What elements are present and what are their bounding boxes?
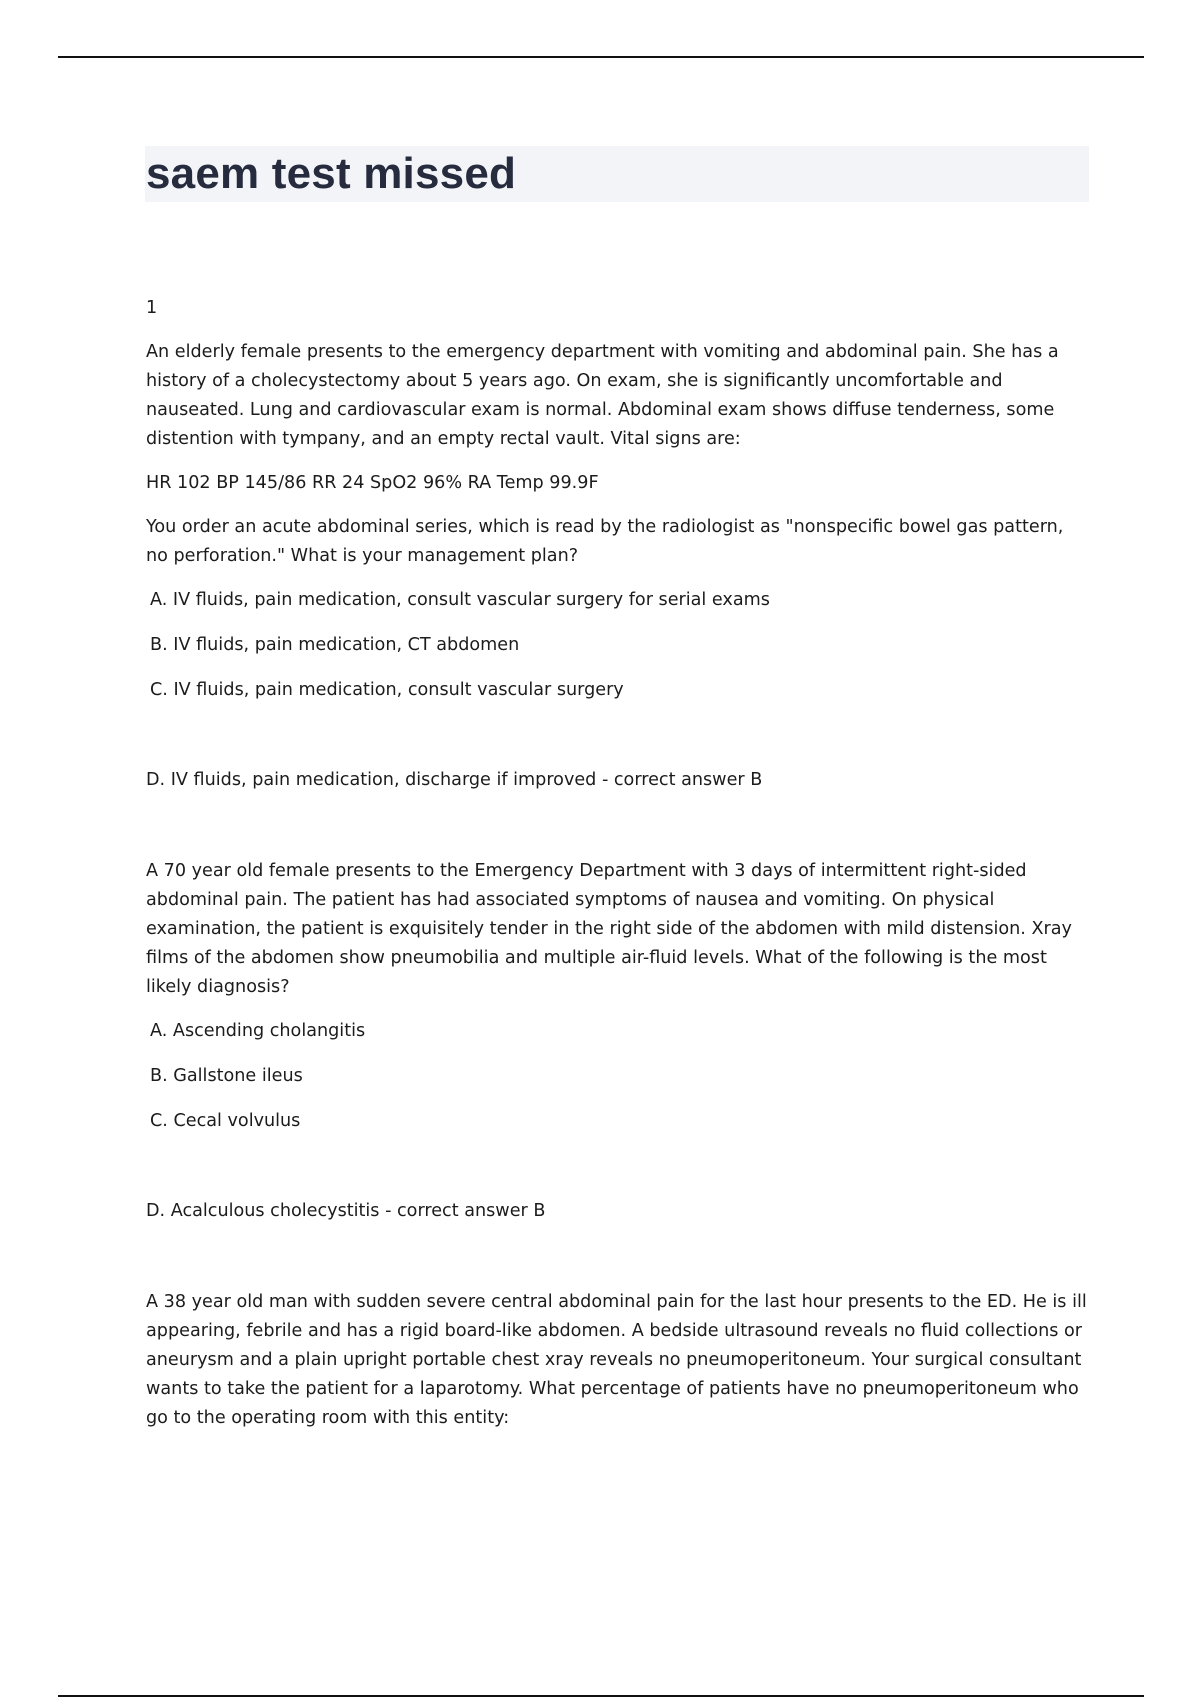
question-1-option-a: A. IV fluids, pain medication, consult vascular surgery for serial exams (150, 590, 770, 610)
page-title: saem test missed (146, 149, 517, 198)
document-body (146, 294, 1090, 1448)
question-2-option-c: C. Cecal volvulus (150, 1111, 301, 1131)
question-1-option-b: B. IV fluids, pain medication, CT abdomen (150, 635, 520, 655)
top-rule (58, 56, 1144, 58)
question-1-vitals: HR 102 BP 145/86 RR 24 SpO2 96% RA Temp 99.9F (146, 473, 599, 493)
question-2-stem: A 70 year old female presents to the Emergency Department with 3 days of intermittent right-sided abdominal pain. The patient has had associated symptoms of nausea and vomiting. On physical examination, the patient is exquisitely tender in the right side of the abdomen with mild distension. Xray films of the abdomen show pneumobilia and multiple air-fluid levels. What of the following is the most likely diagnosis? (146, 861, 1072, 997)
question-1-stem-2: You order an acute abdominal series, which is read by the radiologist as "nonspecific bowel gas pattern, no perforation." What is your management plan? (146, 517, 1064, 566)
question-number: 1 (146, 298, 158, 318)
question-1-option-c: C. IV fluids, pain medication, consult vascular surgery (150, 680, 624, 700)
bottom-rule (58, 1695, 1144, 1697)
question-1-stem-1: An elderly female presents to the emergency department with vomiting and abdominal pain. She has a history of a cholecystectomy about 5 years ago. On exam, she is significantly uncomfortable and nauseated. Lung and cardiovascular exam is normal. Abdominal exam shows diffuse tenderness, some distention with tympany, and an empty rectal vault. Vital signs are: (146, 342, 1059, 449)
question-2-option-a: A. Ascending cholangitis (150, 1021, 366, 1041)
question-3-stem: A 38 year old man with sudden severe central abdominal pain for the last hour presents to the ED. He is ill appearing, febrile and has a rigid board-like abdomen. A bedside ultrasound reveals no fluid collections or aneurysm and a plain upright portable chest xray reveals no pneumoperitoneum. Your surgical consultant wants to take the patient for a laparotomy. What percentage of patients have no pneumoperitoneum who go to the operating room with this entity: (146, 1292, 1087, 1428)
question-1-option-d-answer: D. IV fluids, pain medication, discharge if improved - correct answer B (146, 770, 763, 790)
question-2-option-b: B. Gallstone ileus (150, 1066, 303, 1086)
question-2-option-d-answer: D. Acalculous cholecystitis - correct answer B (146, 1201, 546, 1221)
